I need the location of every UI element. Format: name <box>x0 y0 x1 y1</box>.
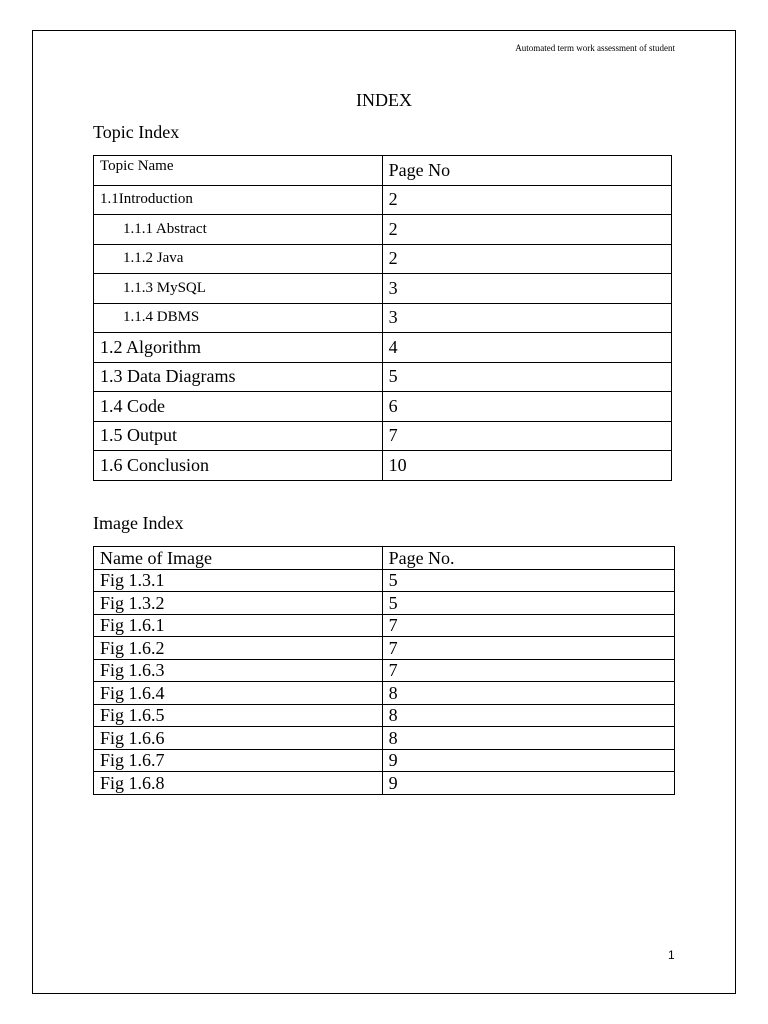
page-no-cell: 3 <box>382 303 671 333</box>
table-row <box>94 749 675 772</box>
table-row <box>94 704 675 727</box>
image-name-cell: Fig 1.3.2 <box>94 592 383 615</box>
table-row <box>94 303 672 333</box>
page-no-cell: 7 <box>382 637 674 660</box>
page-no-cell: 5 <box>382 592 674 615</box>
topic-name-cell: 1.3 Data Diagrams <box>94 362 383 392</box>
topic-name-cell: 1.1.1 Abstract <box>94 215 383 245</box>
page-no-cell: 10 <box>382 451 671 481</box>
page-title: INDEX <box>356 90 412 110</box>
column-header-page-no: Page No <box>382 156 671 186</box>
page-no-cell: 5 <box>382 569 674 592</box>
page-no-cell: 9 <box>382 749 674 772</box>
page-no-cell: 7 <box>382 421 671 451</box>
page-no-cell: 8 <box>382 727 674 750</box>
image-index-table <box>93 546 675 795</box>
column-header-topic-name: Topic Name <box>94 156 383 186</box>
page-no-cell: 6 <box>382 392 671 422</box>
table-row <box>94 682 675 705</box>
table-row <box>94 592 675 615</box>
page-no-cell: 2 <box>382 185 671 215</box>
table-row <box>94 727 675 750</box>
image-index-heading: Image Index <box>93 513 184 533</box>
topic-name-cell: 1.1.4 DBMS <box>94 303 383 333</box>
topic-name-cell: 1.1.3 MySQL <box>94 274 383 304</box>
table-header-row <box>94 156 672 186</box>
image-name-cell: Fig 1.6.8 <box>94 772 383 795</box>
page-no-cell: 2 <box>382 215 671 245</box>
topic-name-cell: 1.2 Algorithm <box>94 333 383 363</box>
topic-name-cell: 1.6 Conclusion <box>94 451 383 481</box>
table-row <box>94 569 675 592</box>
table-row <box>94 659 675 682</box>
column-header-image-name: Name of Image <box>94 547 383 570</box>
topic-name-cell: 1.5 Output <box>94 421 383 451</box>
table-row <box>94 392 672 422</box>
table-row <box>94 614 675 637</box>
page-no-cell: 5 <box>382 362 671 392</box>
topic-index-heading: Topic Index <box>93 122 180 142</box>
topic-name-cell: 1.4 Code <box>94 392 383 422</box>
table-row <box>94 333 672 363</box>
running-header: Automated term work assessment of student <box>515 43 675 53</box>
table-row <box>94 274 672 304</box>
image-name-cell: Fig 1.3.1 <box>94 569 383 592</box>
page-number: 1 <box>668 948 675 962</box>
page-no-cell: 7 <box>382 659 674 682</box>
table-row <box>94 772 675 795</box>
table-header-row <box>94 547 675 570</box>
column-header-page-no: Page No. <box>382 547 674 570</box>
table-row <box>94 362 672 392</box>
image-name-cell: Fig 1.6.5 <box>94 704 383 727</box>
table-row <box>94 215 672 245</box>
table-row <box>94 637 675 660</box>
table-row <box>94 421 672 451</box>
image-name-cell: Fig 1.6.6 <box>94 727 383 750</box>
page-no-cell: 7 <box>382 614 674 637</box>
page-no-cell: 3 <box>382 274 671 304</box>
page-no-cell: 8 <box>382 682 674 705</box>
page-no-cell: 9 <box>382 772 674 795</box>
image-name-cell: Fig 1.6.3 <box>94 659 383 682</box>
table-row <box>94 451 672 481</box>
image-name-cell: Fig 1.6.7 <box>94 749 383 772</box>
topic-name-cell: 1.1.2 Java <box>94 244 383 274</box>
page-no-cell: 8 <box>382 704 674 727</box>
topic-index-table <box>93 155 672 481</box>
topic-name-cell: 1.1Introduction <box>94 185 383 215</box>
table-row <box>94 185 672 215</box>
table-row <box>94 244 672 274</box>
page-no-cell: 4 <box>382 333 671 363</box>
image-name-cell: Fig 1.6.4 <box>94 682 383 705</box>
image-name-cell: Fig 1.6.1 <box>94 614 383 637</box>
page-no-cell: 2 <box>382 244 671 274</box>
image-name-cell: Fig 1.6.2 <box>94 637 383 660</box>
